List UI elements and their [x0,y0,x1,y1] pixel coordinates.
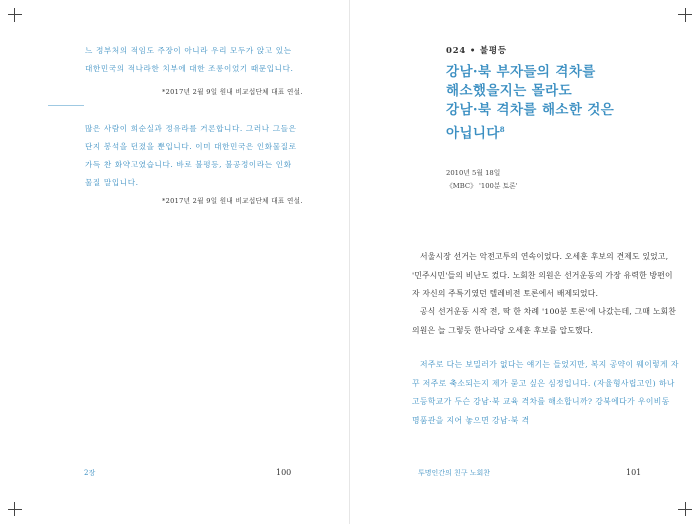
headline-line: 아닙니다$^8$ [446,125,506,142]
quote-paragraph-2: 많은 사람이 희순실과 정유라를 거론합니다. 그러나 그들은 단지 봉석을 던졌을 뿐입니다. 이미 대한민국은 인화물질로 가득 찬 화약고였습니다. 바로 불평등, 불공정이라는 인화물질 말입니다. [85,124,297,187]
section-divider [48,105,84,106]
book-title-footer: 투명인간의 친구 노회찬 [418,469,491,477]
footnote-marker: 8 [499,125,506,134]
meta-program: 《MBC》 '100분 토론' [446,182,518,190]
page-number-left: 100 [276,468,292,477]
quote-body-paragraph: 저주로 다는 보밀러가 없다는 얘기는 들었지만, 복지 공약이 웨이렇게 자꾸 저주로 축소되는지 제가 묻고 싶은 심정입니다. (자율형사립고인) 하나고등학교가 두슨 강남·북 교육 격차를 해소합니까? 강북에다가 우이비동 명품관을 지어 놓으면 강남·북 격 [412,360,679,425]
right-page [350,0,700,524]
page-number-right: 101 [626,468,642,477]
headline-line: 해소했을지는 몰라도 [446,83,573,99]
quote-paragraph-1: 느 정부처의 적임도 주장이 아니라 우리 모두가 앉고 있는 대한민국의 적나라한 치부에 대한 조롱이었기 때문입니다. [85,46,294,73]
chapter-label: 2장 [84,469,96,477]
meta-date: 2010년 5월 18일 [446,169,501,177]
headline-line: 강남·북 격차를 해소한 것은 [446,102,615,118]
entry-label: 024 • 불평등 [446,46,507,56]
body-paragraph-2: 공식 선거운동 시작 전, 딱 한 차례 '100분 토론'에 나갔는데, 그때 노회찬 의원은 늘 그렇듯 한나라당 오세훈 후보를 압도했다. [412,307,677,335]
quote-source-2: *2017년 2월 9일 원내 비교섭단체 대표 연설. [162,197,303,205]
body-paragraph-1: 서울시장 선거는 악전고투의 연속이었다. 오세훈 후보의 견제도 있었고, '민주시민'들의 비난도 컸다. 노회찬 의원은 선거운동의 가장 유력한 방편이자 자신의 주특기였던 텔레비전 토론에서 배제되었다. [412,252,673,298]
headline-line: 강남·북 부자들의 격차를 [446,64,596,80]
entry-headline [446,63,614,144]
entry-meta [446,167,518,193]
quote-source-1: *2017년 2월 9일 원내 비교섭단체 대표 연설. [162,88,303,96]
